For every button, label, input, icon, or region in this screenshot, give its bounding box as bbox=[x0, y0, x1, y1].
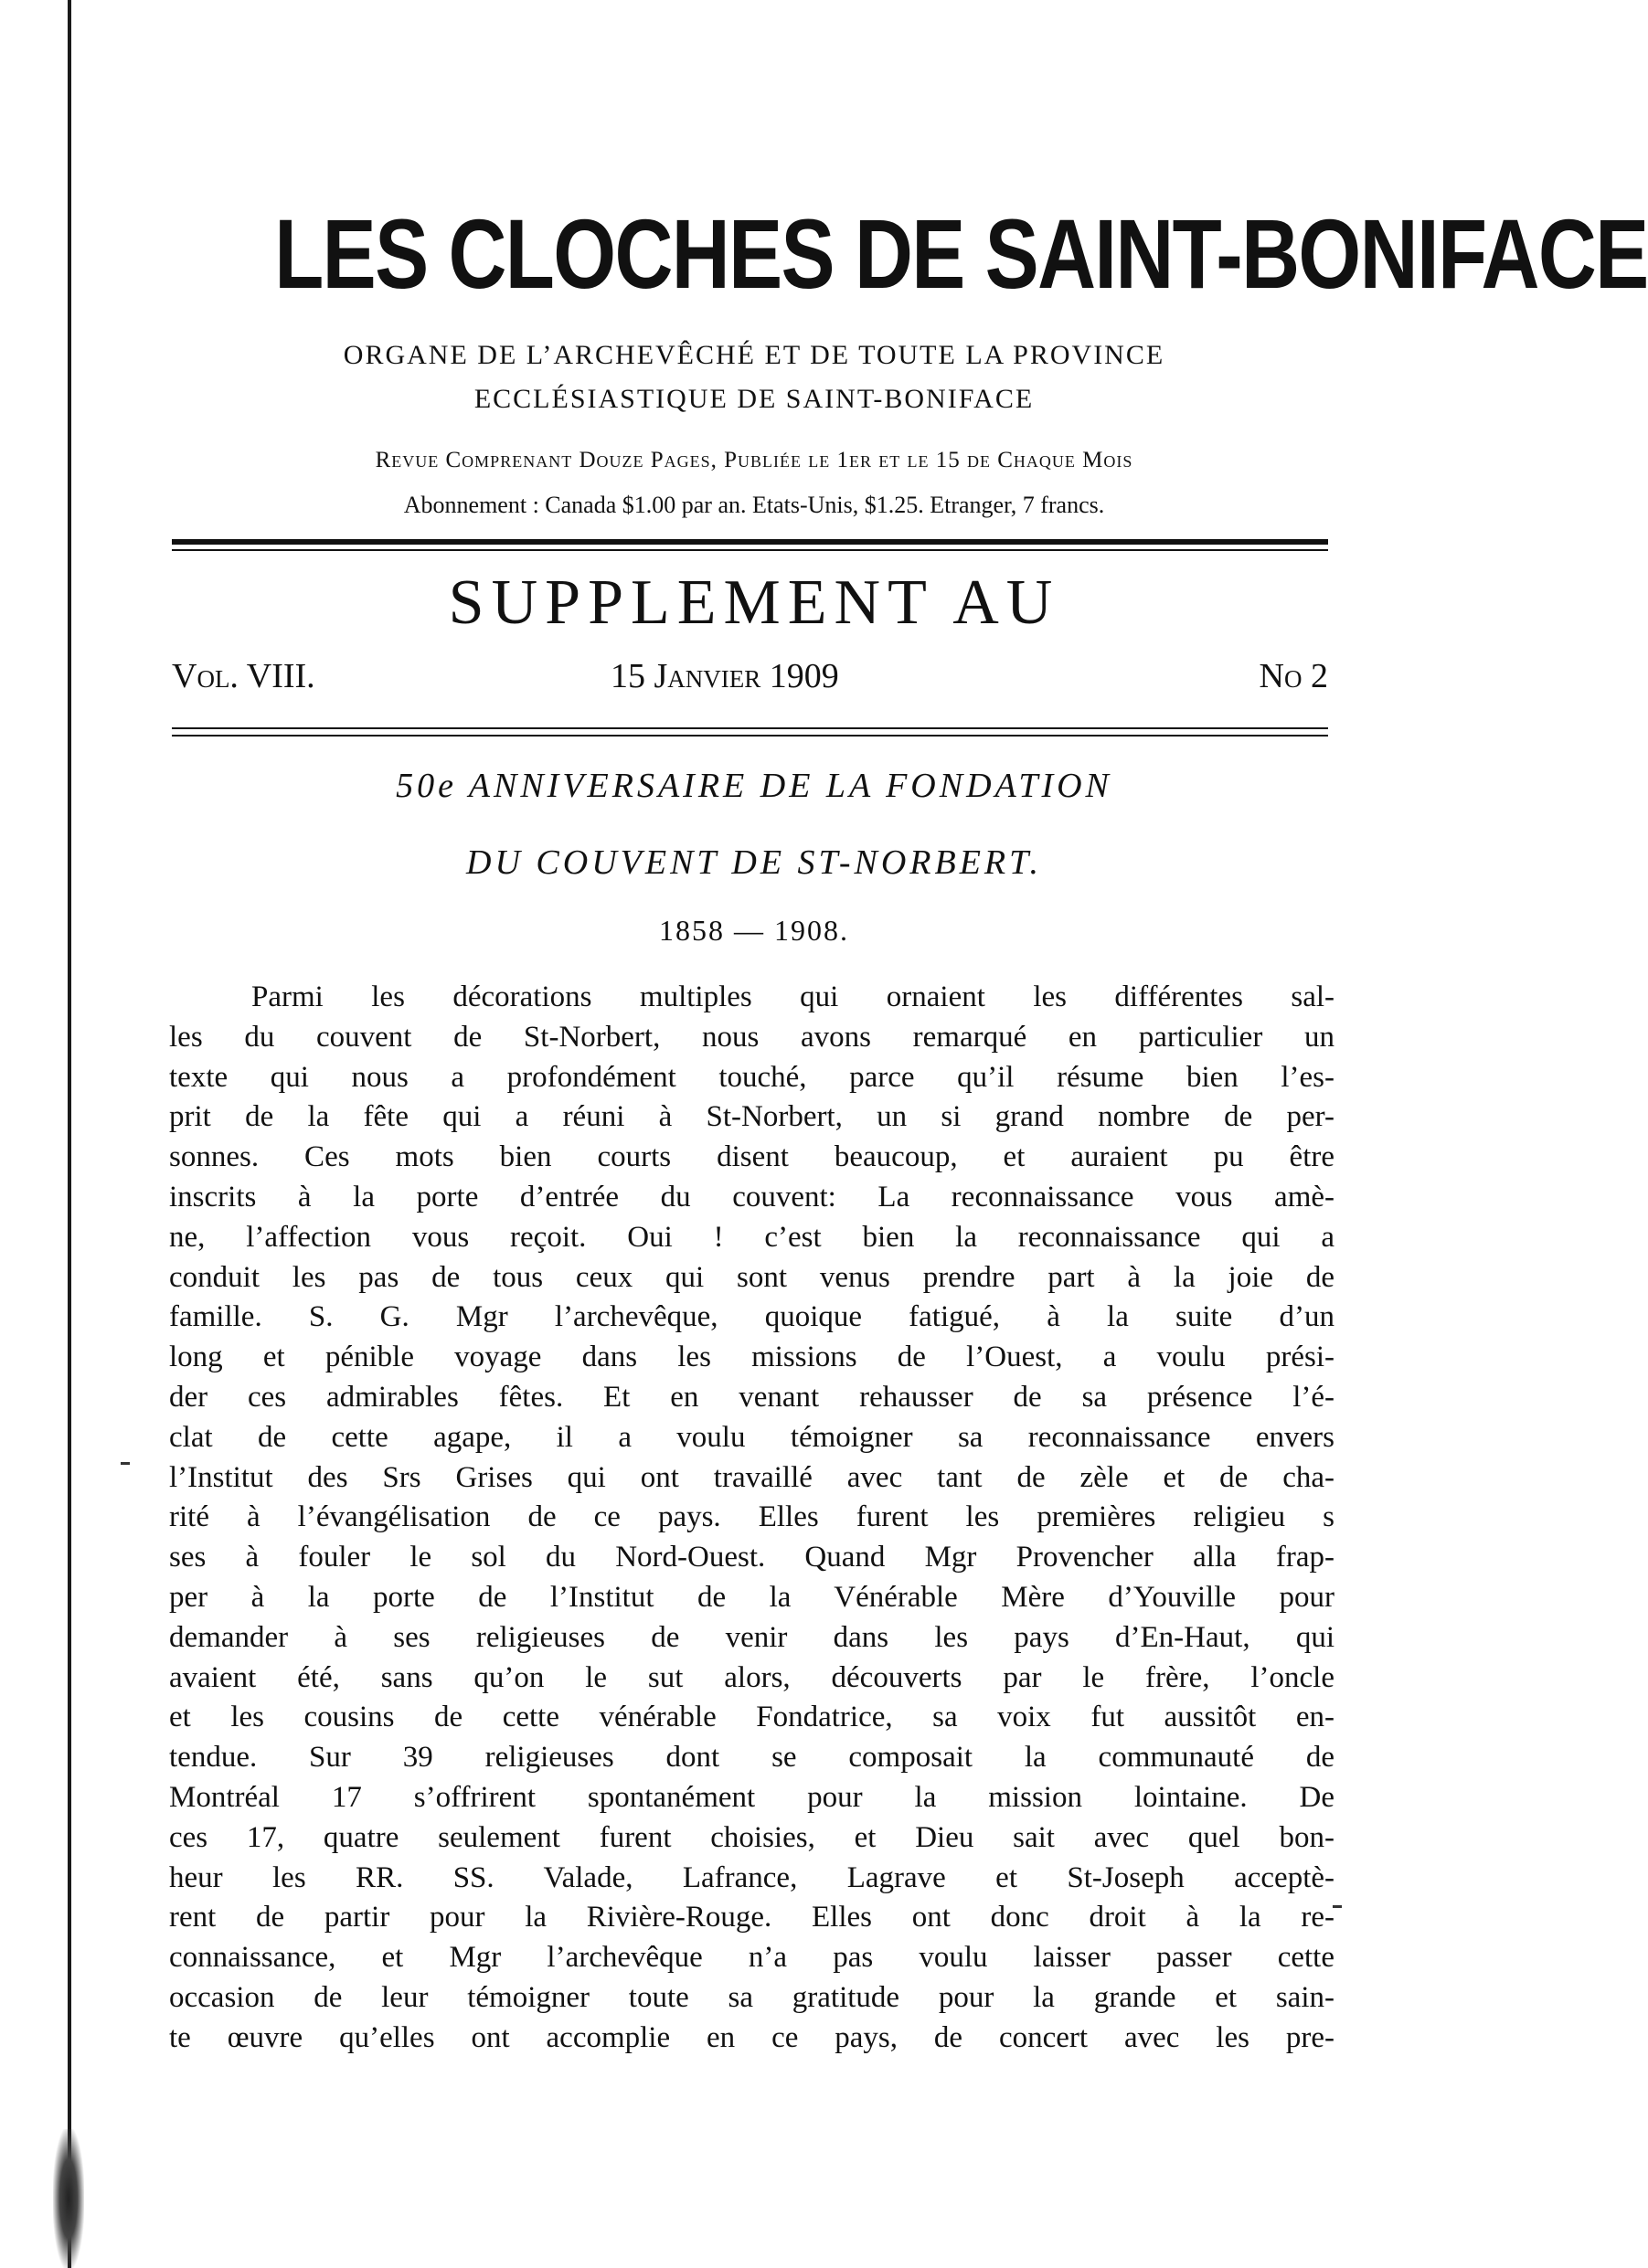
supplement-heading: SUPPLEMENT AU bbox=[448, 567, 1060, 638]
body-line: tendue. Sur 39 religieuses dont se composait la communauté de bbox=[169, 1741, 1334, 1775]
body-line: der ces admirables fêtes. Et en venant rehausser de sa présence l’é- bbox=[169, 1380, 1334, 1414]
body-line: prit de la fête qui a réuni à St-Norbert, un si grand nombre de per- bbox=[169, 1100, 1334, 1134]
issue-number: No 2 bbox=[1259, 657, 1328, 695]
body-line: heur les RR. SS. Valade, Lafrance, Lagrave et St-Joseph acceptè- bbox=[169, 1860, 1334, 1894]
body-line: long et pénible voyage dans les missions de l’Ouest, a voulu prési- bbox=[169, 1341, 1334, 1374]
body-line: texte qui nous a profondément touché, parce qu’il résume bien l’es- bbox=[169, 1060, 1334, 1094]
body-line: ses à fouler le sol du Nord-Ouest. Quand Mgr Provencher alla frap- bbox=[169, 1541, 1334, 1574]
article-years: 1858 — 1908. bbox=[659, 914, 849, 947]
body-line: Montréal 17 s’offrirent spontanément pour la mission lointaine. De bbox=[169, 1780, 1334, 1814]
binding-smudge bbox=[53, 2129, 84, 2268]
article-body bbox=[169, 978, 1334, 2059]
issue-line bbox=[172, 656, 1328, 702]
masthead-title: LES CLOCHES DE SAINT-BONIFACE bbox=[274, 198, 1648, 309]
body-line: rent de partir pour la Rivière-Rouge. Elles ont donc droit à la re- bbox=[169, 1901, 1334, 1934]
margin-mark bbox=[121, 1462, 130, 1465]
volume-label: Vol. VIII. bbox=[172, 657, 315, 695]
body-line: inscrits à la porte d’entrée du couvent: La reconnaissance vous amè- bbox=[169, 1180, 1334, 1213]
article-title-line1: 50e ANNIVERSAIRE DE LA FONDATION bbox=[396, 767, 1112, 805]
body-line: demander à ses religieuses de venir dans les pays d’En-Haut, qui bbox=[169, 1620, 1334, 1654]
body-line: connaissance, et Mgr l’archevêque n’a pas voulu laisser passer cette bbox=[169, 1941, 1334, 1975]
issue-rule-top bbox=[172, 727, 1328, 729]
body-line: clat de cette agape, il a voulu témoigner sa reconnaissance envers bbox=[169, 1420, 1334, 1454]
header-rule-thick bbox=[172, 539, 1328, 545]
body-line: sonnes. Ces mots bien courts disent beaucoup, et auraient pu être bbox=[169, 1140, 1334, 1174]
binding-edge bbox=[68, 0, 71, 2268]
masthead-revue-line: Revue Comprenant Douze Pages, Publiée le 1er et le 15 de Chaque Mois bbox=[375, 448, 1133, 472]
body-line: avaient été, sans qu’on le sut alors, découverts par le frère, l’oncle bbox=[169, 1660, 1334, 1694]
body-line: te œuvre qu’elles ont accomplie en ce pays, de concert avec les pre- bbox=[169, 2020, 1334, 2054]
subscription-line: Abonnement : Canada $1.00 par an. Etats-Unis, $1.25. Etranger, 7 francs. bbox=[403, 492, 1105, 518]
body-line: rité à l’évangélisation de ce pays. Elles furent les premières religieu s bbox=[169, 1500, 1334, 1534]
body-line: ne, l’affection vous reçoit. Oui ! c’est bien la reconnaissance qui a bbox=[169, 1220, 1334, 1254]
body-line: et les cousins de cette vénérable Fondatrice, sa voix fut aussitôt en- bbox=[169, 1701, 1334, 1734]
body-line: les du couvent de St-Norbert, nous avons remarqué en particulier un bbox=[169, 1020, 1334, 1054]
body-line: occasion de leur témoigner toute sa gratitude pour la grande et sain- bbox=[169, 1980, 1334, 2014]
masthead-subtitle-line2: ECCLÉSIASTIQUE DE SAINT-BONIFACE bbox=[473, 384, 1035, 414]
body-line: Parmi les décorations multiples qui ornaient les différentes sal- bbox=[251, 980, 1334, 1013]
issue-rule-bottom bbox=[172, 735, 1328, 737]
masthead-subtitle-line1: ORGANE DE L’ARCHEVÊCHÉ ET DE TOUTE LA PROVINCE bbox=[343, 340, 1165, 370]
body-line: per à la porte de l’Institut de la Vénérable Mère d’Youville pour bbox=[169, 1580, 1334, 1614]
body-line: l’Institut des Srs Grises qui ont travaillé avec tant de zèle et de cha- bbox=[169, 1460, 1334, 1494]
header-rule-thin bbox=[172, 549, 1328, 551]
article-title-line2: DU COUVENT DE ST-NORBERT. bbox=[466, 843, 1042, 882]
body-line: famille. S. G. Mgr l’archevêque, quoique fatigué, à la suite d’un bbox=[169, 1300, 1334, 1334]
body-line: ces 17, quatre seulement furent choisies, et Dieu sait avec quel bon- bbox=[169, 1820, 1334, 1854]
issue-date: 15 Janvier 1909 bbox=[611, 657, 839, 695]
body-line: conduit les pas de tous ceux qui sont venus prendre part à la joie de bbox=[169, 1260, 1334, 1294]
